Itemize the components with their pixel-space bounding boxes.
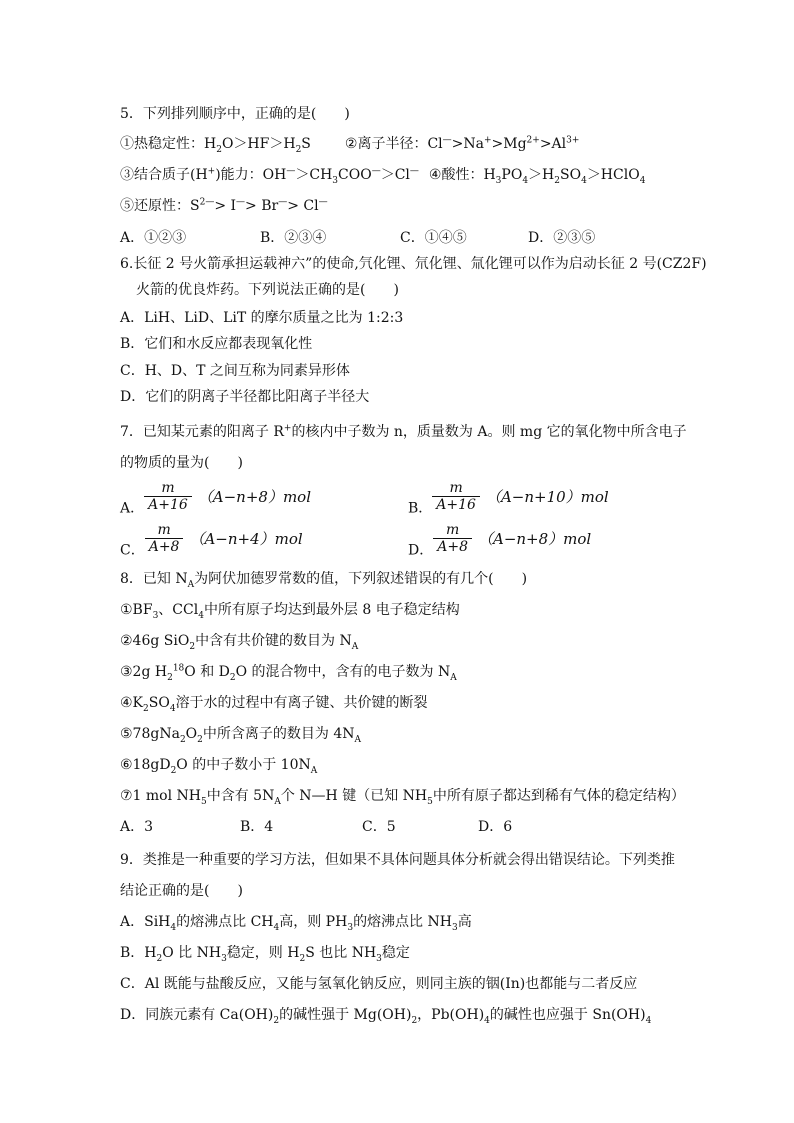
q6-stem-line2: 火箭的优良炸药。下列说法正确的是( ) [136, 282, 399, 298]
q5-stem: 5．下列排列顺序中，正确的是( ) [120, 106, 350, 122]
q5-option-d: D．②③⑤ [528, 230, 596, 246]
q8-option-c: C．5 [362, 819, 396, 835]
q6-option-c: C．H、D、T 之间互称为同素异形体 [120, 363, 350, 379]
q7-option-b: B． $\frac{m}{A+16}$ （A−n+10）mol [408, 480, 609, 517]
q8-item-6: $⑥18gD_2O$ 的中子数小于 $10N_A$ [120, 757, 318, 776]
q5-statements-1-2: ①热稳定性：$H_2O>HF>H_2S$ ②离子半径：$Cl^—>Na^+>Mg^{2+}>Al^{3+}$ [120, 135, 580, 155]
q5-statement-5: ⑤还原性：$S^{2—}> I^—> Br^—> Cl^—$ [120, 197, 328, 214]
q9-option-b: B．$H_2O$ 比 $NH_3$稳定，则 $H_2S$ 也比 $NH_3$稳定 [120, 945, 410, 964]
q7-option-c: C． $\frac{m}{A+8}$ （A−n+4）mol [120, 522, 303, 559]
q8-item-4: $④K_2SO_4$溶于水的过程中有离子键、共价键的断裂 [120, 695, 428, 714]
q5-statements-3-4: ③结合质子(H+)能力：$OH^—>CH_3COO^—>Cl^—$ ④酸性：$H_3PO_4>H_2SO_4>HClO_4$ [120, 166, 646, 186]
q8-option-b: B．4 [240, 819, 274, 835]
q6-option-a: A．LiH、LiD、LiT 的摩尔质量之比为 1:2:3 [120, 310, 404, 326]
q6-stem-line1: 6.长征 2 号火箭承担运载神六”的使命,氕化锂、氘化锂、氚化锂可以作为启动长征 2 号(CZ2F) [120, 256, 707, 272]
q8-item-7: ⑦1 mol $NH_5$中含有 $5N_A$个 N—H 键（已知 $NH_5$中所有原子都达到稀有气体的稳定结构） [120, 788, 685, 807]
q9-option-d: D．同族元素有 $Ca(OH)_2$的碱性强于 $Mg(OH)_2$，$Pb(OH)_4$的碱性也应强于 $Sn(OH)_4$ [120, 1007, 652, 1026]
q9-stem-line1: 9．类推是一种重要的学习方法，但如果不具体问题具体分析就会得出错误结论。下列类推 [120, 852, 675, 868]
q5-option-c: C．①④⑤ [400, 230, 467, 246]
q9-option-a: A．SiH$_4$的熔沸点比 $CH_4$高，则 $PH_3$的熔沸点比 $NH_3$高 [120, 914, 472, 933]
q8-item-1: $①BF_3$、CCl$_4$中所有原子均达到最外层 8 电子稳定结构 [120, 602, 460, 621]
q5-option-a: A．①②③ [120, 230, 187, 246]
q5-option-b: B．②③④ [260, 230, 327, 246]
q7-option-d: D． $\frac{m}{A+8}$ （A−n+8）mol [408, 522, 592, 559]
q8-option-a: A．3 [120, 819, 154, 835]
q8-option-d: D．6 [478, 819, 513, 835]
q6-option-d: D．它们的阴离子半径都比阳离子半径大 [120, 389, 370, 405]
q8-stem: 8．已知 $N_A$为阿伏加德罗常数的值，下列叙述错误的有几个( ) [120, 571, 528, 590]
q6-option-b: B．它们和水反应都表现氧化性 [120, 336, 313, 352]
q7-stem-line1: 7．已知某元素的阳离子 R+的核内中子数为 n，质量数为 A。则 mg 它的氧化物中所含电子 [120, 423, 687, 440]
q9-stem-line2: 结论正确的是( ) [120, 883, 243, 899]
q8-item-3: ③2g $H_2^{18}O$ 和 $D_2O$ 的混合物中，含有的电子数为 $N_A$ [120, 663, 457, 683]
q7-option-a: A． $\frac{m}{A+16}$ （A−n+8）mol [120, 480, 312, 517]
q8-item-5: $⑤78gNa_2O_2$中所含离子的数目为 $4N_A$ [120, 726, 361, 745]
q9-option-c: C．Al 既能与盐酸反应，又能与氢氧化钠反应，则同主族的铟(In)也都能与二者反应 [120, 976, 638, 992]
q8-item-2: ②46g SiO$_2$中含有共价键的数目为 $N_A$ [120, 633, 359, 652]
q7-stem-line2: 的物质的量为( ) [120, 455, 243, 471]
